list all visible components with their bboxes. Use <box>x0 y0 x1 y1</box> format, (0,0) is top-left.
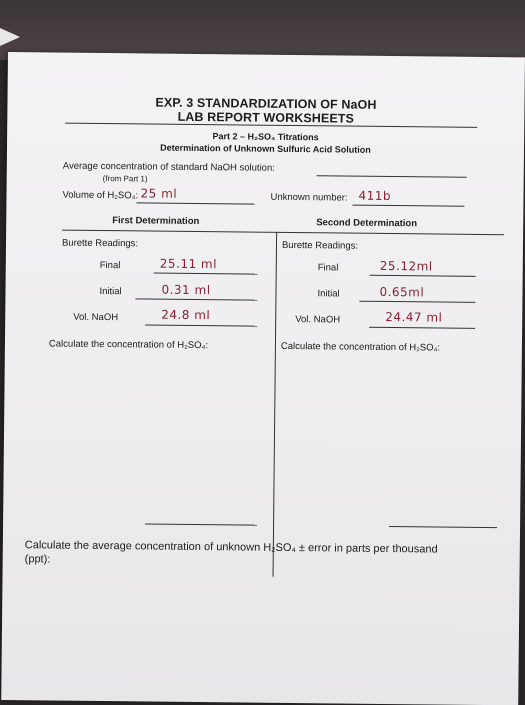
first-vol-label: Vol. NaOH <box>73 311 119 324</box>
second-calc-label: Calculate the concentration of H₂SO₄: <box>280 340 441 354</box>
second-vol-blank[interactable] <box>369 327 475 329</box>
first-initial-value: 0.31 ml <box>161 282 211 298</box>
first-final-label: Final <box>99 259 121 272</box>
from-part-note: (from Part 1) <box>102 173 148 184</box>
second-burette-label: Burette Readings: <box>281 239 359 252</box>
header-divider <box>62 230 504 236</box>
first-answer-blank[interactable] <box>145 523 257 525</box>
average-prompt-line1: Calculate the average concentration of unknown H₂SO₄ ± error in parts per thousand <box>24 539 438 556</box>
second-answer-blank[interactable] <box>389 526 497 528</box>
first-final-value: 25.11 ml <box>159 256 218 272</box>
second-final-value: 25.12ml <box>379 258 433 274</box>
first-vol-blank[interactable] <box>145 324 257 326</box>
worksheet-subtitle: LAB REPORT WORKSHEETS <box>177 109 355 126</box>
second-initial-value: 0.65ml <box>379 284 425 300</box>
worksheet-paper <box>1 52 525 705</box>
column-divider <box>273 232 278 577</box>
second-initial-label: Initial <box>317 288 340 300</box>
first-calc-label: Calculate the concentration of H₂SO₄: <box>48 338 209 352</box>
unknown-number-label: Unknown number: <box>270 191 348 204</box>
unknown-number-value: 411b <box>358 188 392 204</box>
first-initial-label: Initial <box>99 285 122 298</box>
unknown-number-blank[interactable] <box>352 205 464 207</box>
worksheet-title: EXP. 3 STANDARDIZATION OF NaOH <box>155 95 377 112</box>
volume-blank[interactable] <box>136 202 254 204</box>
avg-concentration-blank[interactable] <box>317 175 467 178</box>
section-heading: Determination of Unknown Sulfuric Acid Solution <box>160 142 371 155</box>
average-concentration-prompt <box>25 538 509 571</box>
second-vol-value: 24.47 ml <box>385 309 443 325</box>
second-final-label: Final <box>317 262 339 274</box>
second-determination-heading: Second Determination <box>316 217 418 230</box>
part-heading: Part 2 – H₂SO₄ Titrations <box>212 131 319 143</box>
second-initial-blank[interactable] <box>359 301 475 303</box>
background-fabric <box>0 0 525 60</box>
average-prompt-line2: (ppt): <box>24 553 51 566</box>
avg-concentration-label: Average concentration of standard NaOH solution: <box>62 160 275 174</box>
first-vol-value: 24.8 ml <box>161 307 211 323</box>
first-determination-heading: First Determination <box>112 215 200 228</box>
second-final-blank[interactable] <box>370 275 476 277</box>
first-initial-blank[interactable] <box>135 298 257 300</box>
first-burette-label: Burette Readings: <box>61 237 139 250</box>
volume-value: 25 ml <box>140 186 178 201</box>
second-vol-label: Vol. NaOH <box>295 314 341 326</box>
first-final-blank[interactable] <box>154 273 258 275</box>
volume-label: Volume of H₂SO₄: <box>62 189 139 202</box>
